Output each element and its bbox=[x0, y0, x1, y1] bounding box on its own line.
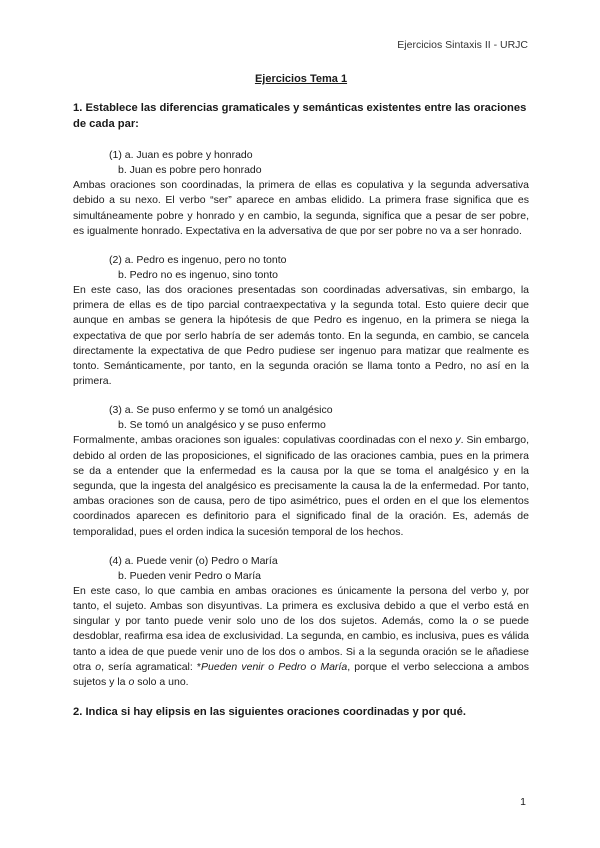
example-4a: (4) a. Puede venir (o) Pedro o María bbox=[109, 554, 278, 567]
page-number: 1 bbox=[520, 796, 526, 808]
question-1: 1. Establece las diferencias gramaticales y semánticas existentes entre las oraciones de cada par: bbox=[73, 102, 527, 131]
answer-4-em-2: o bbox=[95, 660, 102, 673]
example-2b-text: b. Pedro no es ingenuo, sino tonto bbox=[118, 269, 278, 282]
example-4b-text: b. Pueden venir Pedro o María bbox=[118, 569, 262, 582]
example-1b bbox=[109, 163, 529, 178]
answer-4-part-3: , sería agramatical: * bbox=[101, 660, 202, 673]
example-4b bbox=[109, 569, 529, 584]
answer-3 bbox=[73, 433, 529, 539]
answer-4-part-2: se puede desdoblar, reafirma esa idea de exclusividad. La segunda, en cambio, es inclusiva, pues es válida tanto a idea de que puede venir uno de los dos o ambos. Si a la segunda oración se le añadiese otra bbox=[73, 615, 530, 673]
answer-4-part-1: En este caso, lo que cambia en ambas oraciones es únicamente la persona del verbo y, por tanto, el sujeto. Ambas son disyuntivas. La primera es exclusiva debido a que el verbo está en singular y por tanto puede venir solo uno de los dos sujetos. Además, como la bbox=[73, 584, 529, 628]
question-2: 2. Indica si hay elipsis en las siguientes oraciones coordinadas y por qué. bbox=[73, 706, 466, 719]
answer-4-part-5: solo a uno. bbox=[134, 676, 189, 689]
answer-4-em-4: o bbox=[128, 676, 135, 689]
answer-2: En este caso, las dos oraciones presentadas son coordinadas adversativas, sin embargo, la primera de ellas es de tipo parcial contraexpectativa y la segunda total. Esto quiere decir que aunque en ambas se genera la hipótesis de que Pedro es ingenuo, en la primera se niega la expectativa de que por serlo habría de ser además tonto. En la segunda, en cambio, se cancela directamente la expectativa de que Pedro pudiese ser ingenuo para matizar que realmente es tonto. Semánticamente, por tanto, en la segunda oración se llama tonto a Pedro, no así en la primera. bbox=[73, 284, 529, 388]
example-3b-text: b. Se tomó un analgésico y se puso enfermo bbox=[118, 419, 326, 432]
answer-4-em-3: Pueden venir o Pedro o María bbox=[201, 660, 348, 673]
document-body bbox=[73, 72, 529, 736]
example-2b bbox=[109, 268, 529, 283]
example-3a: (3) a. Se puso enfermo y se tomó un analgésico bbox=[109, 404, 333, 417]
answer-3-part-1: Formalmente, ambas oraciones son iguales: copulativas coordinadas con el nexo bbox=[73, 434, 456, 447]
example-2a: (2) a. Pedro es ingenuo, pero no tonto bbox=[109, 254, 287, 267]
example-1a: (1) a. Juan es pobre y honrado bbox=[109, 149, 253, 162]
answer-4-em-1: o bbox=[472, 615, 479, 628]
answer-1: Ambas oraciones son coordinadas, la primera de ellas es copulativa y la segunda adversativa debido a su nexo. El verbo “ser” aparece en ambas elidido. La primera frase significa que es simultáneamente pobre y honrado y en cambio, la segunda, significa que a pesar de ser pobre, es igualmente honrado. Expectativa en la adversativa de que por ser pobre no va a ser honrado. bbox=[73, 179, 529, 237]
answer-3-part-2: . Sin embargo, debido al orden de las proposiciones, el significado de las oraciones cambia, pues en la primera se da a entender que la enfermedad es la causa por la que se toma el analgésico y en la segunda, que la ingesta del analgésico es precisamente la causa la de la enfermedad. Por tanto, ambas oraciones son de causa, pero de tipo asimétrico, pues el orden en el que los elementos coordinados aparecen es definitorio para el significado final de la oración. Es, además de temporalidad, pues el orden indica la sucesión temporal de los hechos. bbox=[73, 434, 529, 538]
answer-4-part-4: , porque el verbo selecciona a ambos sujetos y la bbox=[73, 660, 529, 689]
answer-4 bbox=[73, 584, 529, 690]
page-title: Ejercicios Tema 1 bbox=[254, 73, 348, 85]
example-1b-text: b. Juan es pobre pero honrado bbox=[118, 164, 262, 177]
answer-3-nexo: y bbox=[455, 434, 461, 447]
example-3b bbox=[109, 418, 529, 433]
page-header: Ejercicios Sintaxis II - URJC bbox=[397, 39, 528, 51]
